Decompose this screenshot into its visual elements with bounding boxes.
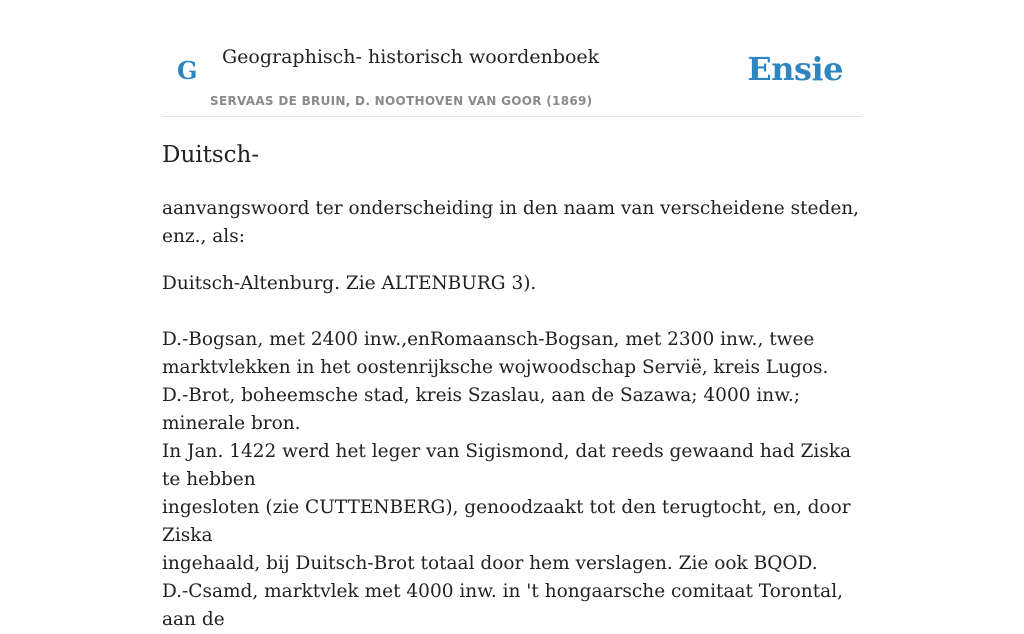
entry-body [162, 326, 862, 634]
entry-content [162, 136, 862, 634]
entry-line: D.-Csamd, marktvlek met 4000 inw. in 't hongaarsche comitaat Torontal, aan de [162, 581, 843, 630]
entry-line: D.-Brot, boheemsche stad, kreis Szaslau, aan de Sazawa; 4000 inw.; minerale bron. [162, 385, 800, 434]
entry-line: ingehaald, bij Duitsch-Brot totaal door hem verslagen. Zie ook BQOD. [162, 553, 818, 574]
dictionary-author: SERVAAS DE BRUIN, D. NOOTHOVEN VAN GOOR (1869) [210, 94, 593, 108]
entry-intro: aanvangswoord ter onderscheiding in den naam van verscheidene steden, enz., als: [162, 198, 860, 247]
dictionary-title[interactable]: Geographisch- historisch woordenboek [222, 46, 600, 68]
entry-example-altenburg: Duitsch-Altenburg. Zie ALTENBURG 3). [162, 273, 537, 294]
entry-line: In Jan. 1422 werd het leger van Sigismond, dat reeds gewaand had Ziska te hebben [162, 441, 852, 490]
dictionary-header [162, 40, 862, 117]
entry-line: D.-Bogsan, met 2400 inw.,enRomaansch-Bogsan, met 2300 inw., twee [162, 329, 815, 350]
ensie-logo[interactable]: Ensie [747, 50, 843, 88]
dictionary-logo-icon[interactable]: G [177, 56, 198, 85]
entry-line: marktvlekken in het oostenrijksche wojwoodschap Servië, kreis Lugos. [162, 357, 829, 378]
entry-line: ingesloten (zie CUTTENBERG), genoodzaakt tot den terugtocht, en, door Ziska [162, 497, 851, 546]
entry-headword: Duitsch- [162, 142, 260, 168]
